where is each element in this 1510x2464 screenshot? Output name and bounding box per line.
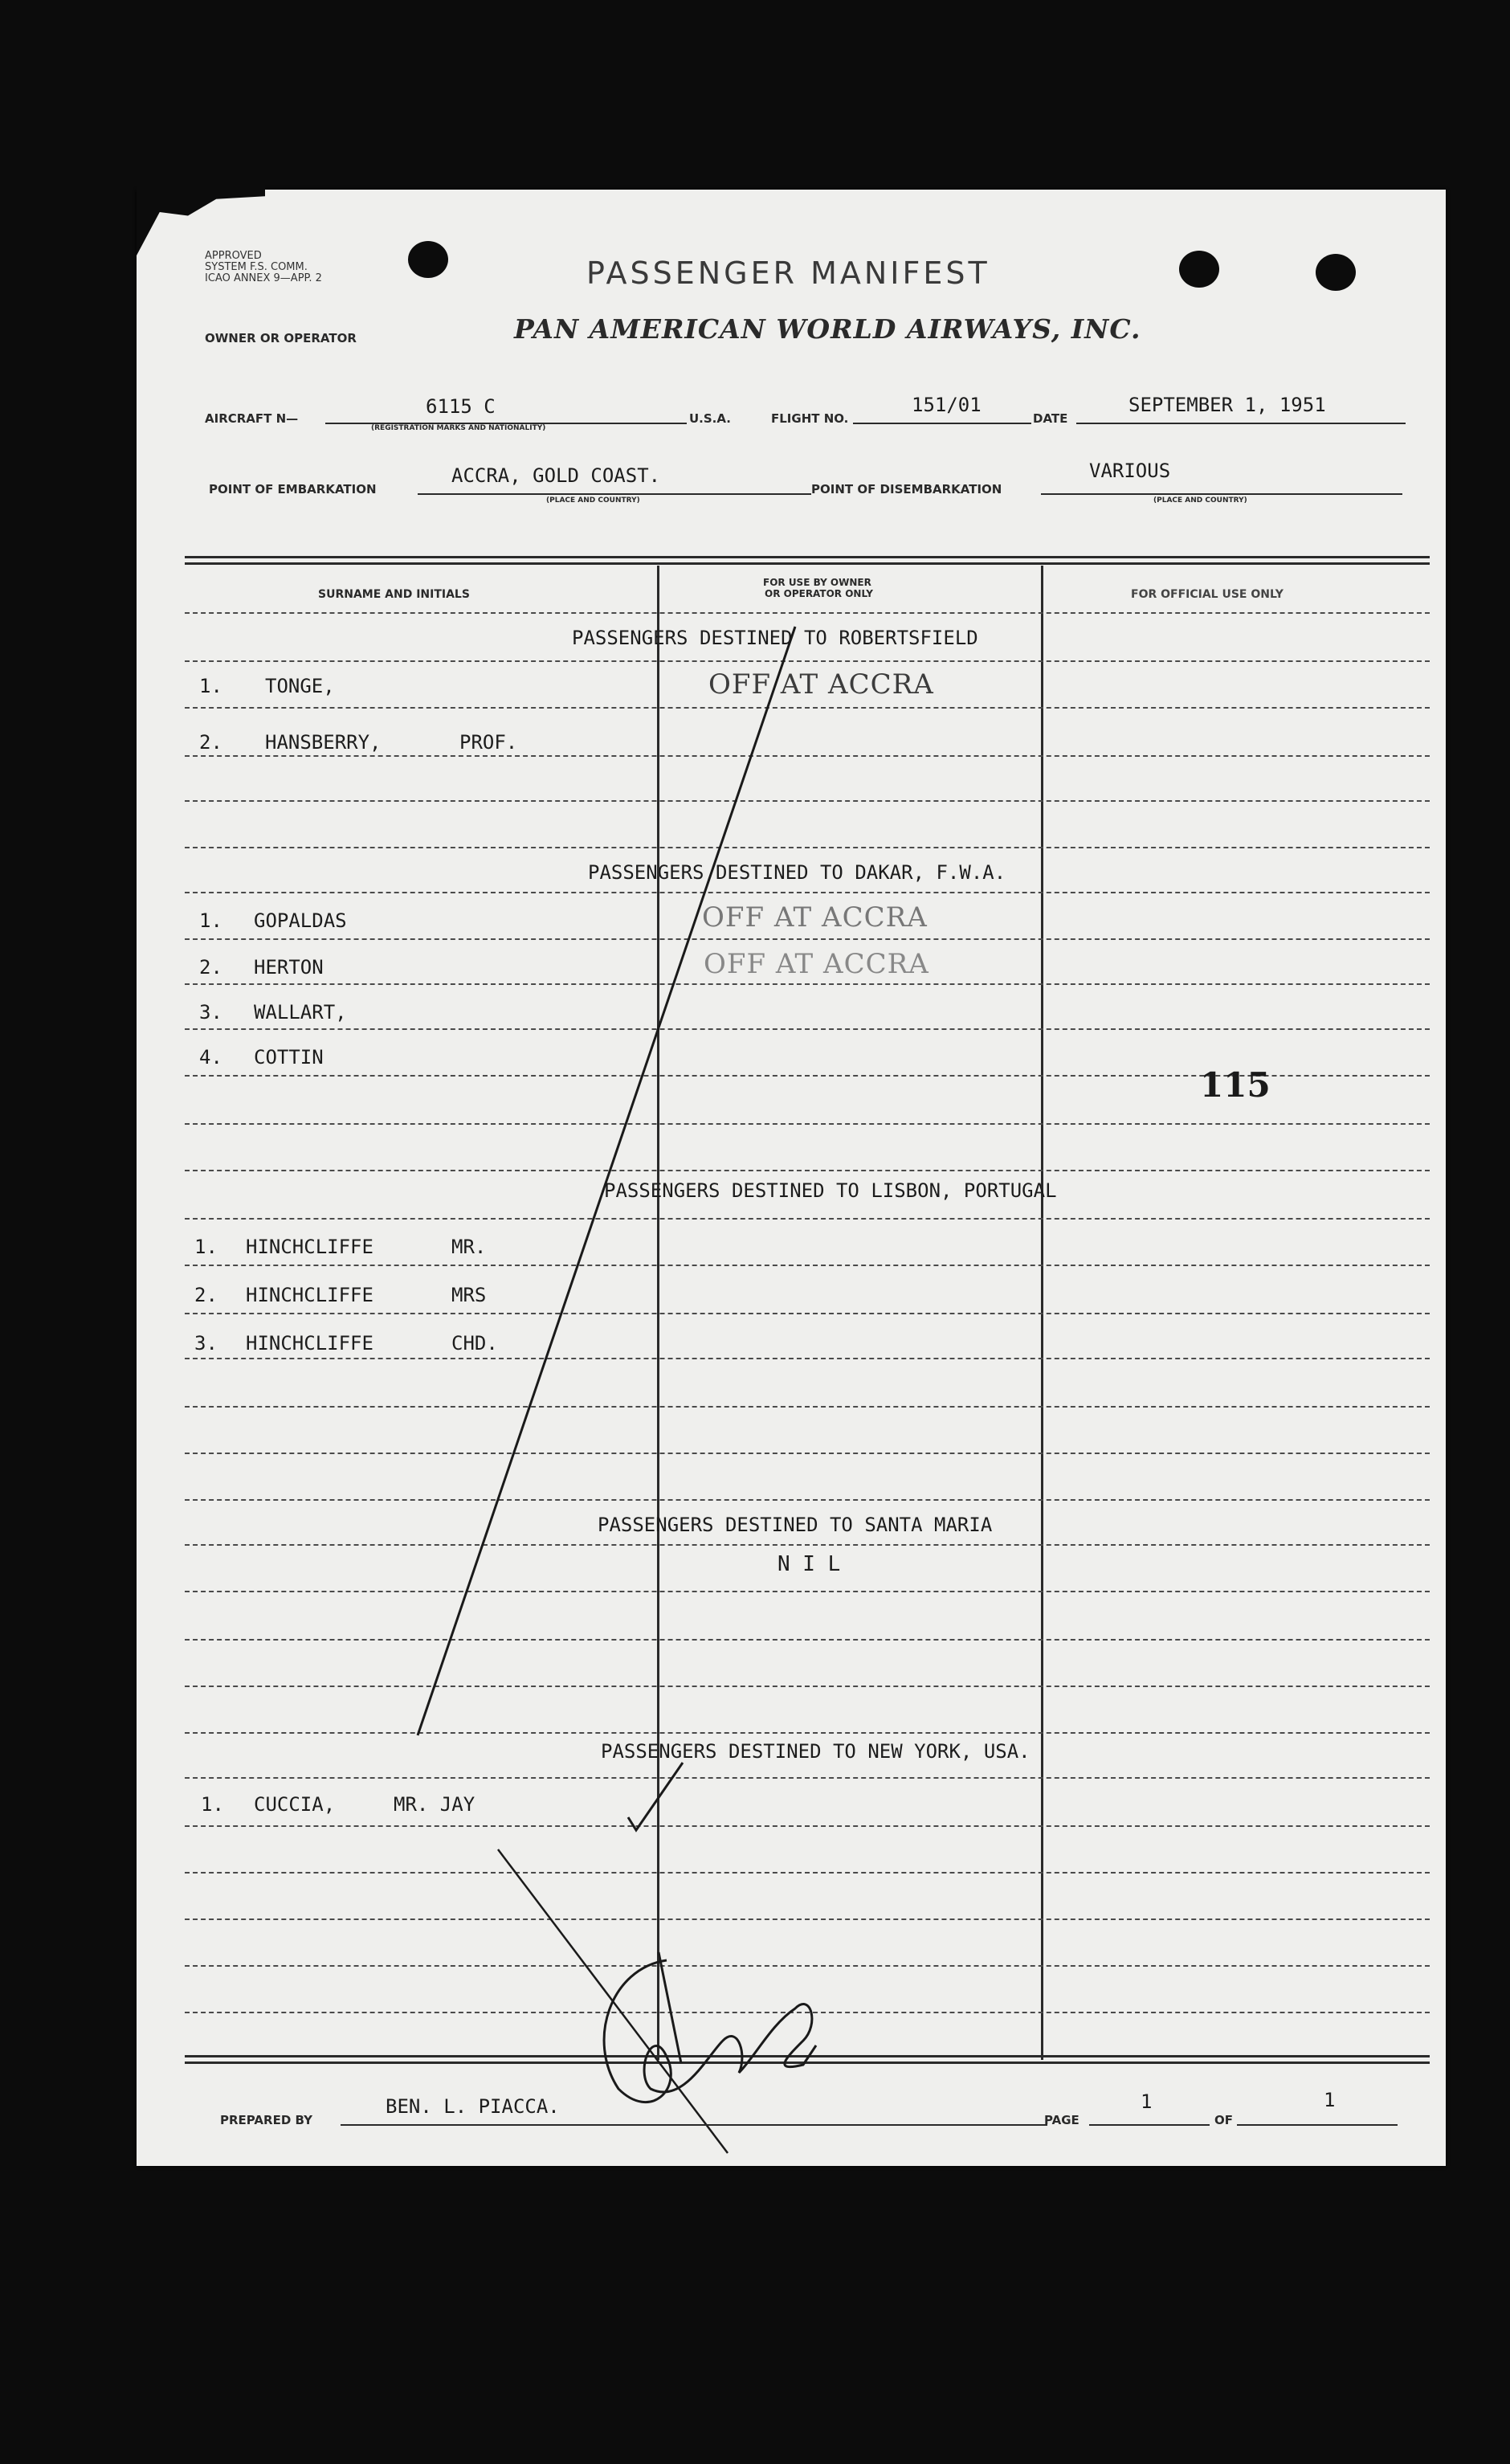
strike-line: [418, 627, 795, 1735]
passenger-title: MR. JAY: [394, 1793, 475, 1816]
signature-stroke: [659, 1952, 681, 2063]
flight-value: 151/01: [912, 394, 982, 416]
row-number: 2.: [194, 1284, 218, 1306]
group-heading: PASSENGERS DESTINED TO ROBERTSFIELD: [572, 627, 978, 649]
owner-value: PAN AMERICAN WORLD AIRWAYS, INC.: [514, 313, 1141, 345]
column-header-owner-1: FOR USE BY OWNER: [763, 577, 871, 588]
embark-label: POINT OF EMBARKATION: [209, 482, 377, 496]
passenger-name: COTTIN: [254, 1046, 324, 1069]
page-label: PAGE: [1044, 2113, 1079, 2127]
row-number: 2.: [199, 731, 222, 754]
aircraft-value: 6115 C: [426, 395, 496, 418]
embark-caption: (PLACE AND COUNTRY): [546, 496, 640, 505]
check-mark-icon: [628, 1763, 683, 1830]
row-number: 1.: [194, 1236, 218, 1258]
approval-line: SYSTEM F.S. COMM.: [205, 261, 308, 273]
column-header-owner-2: OR OPERATOR ONLY: [765, 588, 873, 599]
passenger-title: PROF.: [459, 731, 518, 754]
official-number: 115: [1200, 1065, 1271, 1105]
passenger-name: GOPALDAS: [254, 909, 347, 932]
page-title: PASSENGER MANIFEST: [586, 255, 990, 291]
passenger-name: HINCHCLIFFE: [246, 1284, 373, 1306]
disembark-caption: (PLACE AND COUNTRY): [1153, 496, 1247, 505]
flight-label: FLIGHT NO.: [771, 411, 849, 426]
of-label: OF: [1214, 2113, 1233, 2127]
date-value: SEPTEMBER 1, 1951: [1128, 394, 1326, 416]
passenger-title: CHD.: [451, 1332, 498, 1355]
group-heading: PASSENGERS DESTINED TO SANTA MARIA: [598, 1514, 993, 1536]
column-header-surname: SURNAME AND INITIALS: [318, 588, 470, 601]
passenger-name: CUCCIA,: [254, 1793, 336, 1816]
group-heading: PASSENGERS DESTINED TO LISBON, PORTUGAL: [604, 1179, 1057, 1202]
stamp-off-at-accra: OFF AT ACCRA: [708, 668, 934, 701]
passenger-name: HANSBERRY,: [265, 731, 382, 754]
of-value: 1: [1324, 2089, 1336, 2111]
nil-marker: N I L: [777, 1552, 841, 1576]
approval-line: APPROVED: [205, 250, 262, 262]
aircraft-label: AIRCRAFT N—: [205, 411, 299, 426]
owner-label: OWNER OR OPERATOR: [205, 331, 357, 345]
passenger-title: MR.: [451, 1236, 487, 1258]
of-underline: [1237, 2124, 1398, 2126]
row-number: 4.: [199, 1046, 222, 1069]
passenger-title: MRS: [451, 1284, 487, 1306]
stamp-off-at-accra: OFF AT ACCRA: [702, 901, 928, 934]
disembark-value: VARIOUS: [1089, 460, 1171, 482]
date-label: DATE: [1033, 411, 1068, 426]
group-heading: PASSENGERS DESTINED TO DAKAR, F.W.A.: [588, 861, 1006, 884]
row-number: 1.: [199, 909, 222, 932]
row-number: 1.: [199, 675, 222, 697]
passenger-name: HERTON: [254, 956, 324, 979]
group-heading: PASSENGERS DESTINED TO NEW YORK, USA.: [601, 1740, 1030, 1763]
page-underline: [1089, 2124, 1210, 2126]
country-label: U.S.A.: [689, 411, 731, 426]
passenger-name: HINCHCLIFFE: [246, 1236, 373, 1258]
passenger-name: TONGE,: [265, 675, 335, 697]
column-header-official: FOR OFFICIAL USE ONLY: [1131, 588, 1284, 601]
approval-line: ICAO ANNEX 9—APP. 2: [205, 272, 322, 284]
row-number: 1.: [201, 1793, 224, 1816]
aircraft-caption: (REGISTRATION MARKS AND NATIONALITY): [371, 424, 546, 432]
prepared-underline: [341, 2124, 1047, 2126]
stamp-off-at-accra: OFF AT ACCRA: [704, 948, 929, 980]
embark-value: ACCRA, GOLD COAST.: [451, 464, 661, 487]
prepared-value: BEN. L. PIACCA.: [386, 2095, 560, 2118]
passenger-name: WALLART,: [254, 1001, 347, 1024]
row-number: 3.: [194, 1332, 218, 1355]
passenger-name: HINCHCLIFFE: [246, 1332, 373, 1355]
prepared-label: PREPARED BY: [220, 2113, 312, 2127]
disembark-label: POINT OF DISEMBARKATION: [811, 482, 1002, 496]
page-value: 1: [1141, 2090, 1153, 2113]
row-number: 2.: [199, 956, 222, 979]
row-number: 3.: [199, 1001, 222, 1024]
